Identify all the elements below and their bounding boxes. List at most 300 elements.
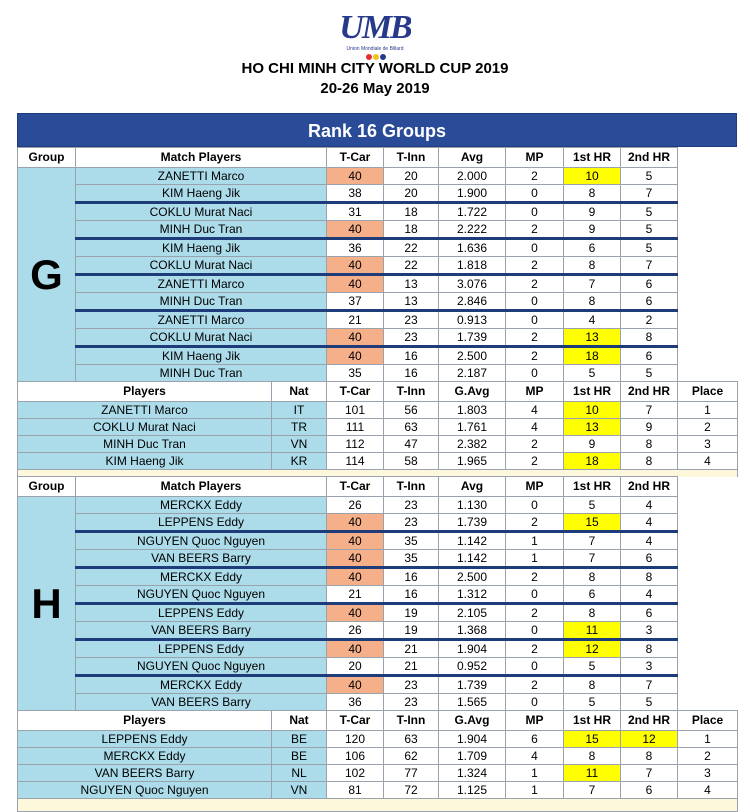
avg-cell: 1.636	[439, 239, 506, 257]
hr1-cell: 5	[564, 658, 621, 676]
match-player: MERCKX Eddy	[76, 676, 327, 694]
hr1-cell: 6	[564, 239, 621, 257]
mp-cell: 2	[506, 347, 564, 365]
col-mp: MP	[506, 382, 564, 402]
gavg-cell: 1.904	[439, 731, 506, 748]
gavg-cell: 1.125	[439, 782, 506, 799]
hr2-cell: 8	[621, 436, 678, 453]
col-group: Group	[18, 477, 76, 497]
standings-player: VAN BEERS Barry	[18, 765, 272, 782]
hr1-cell: 18	[564, 453, 621, 470]
nat-cell: VN	[272, 782, 327, 799]
col-players: Players	[18, 711, 272, 731]
avg-cell: 0.952	[439, 658, 506, 676]
match-row	[18, 257, 738, 275]
mp-cell: 2	[506, 436, 564, 453]
nat-cell: BE	[272, 731, 327, 748]
hr1-cell: 8	[564, 676, 621, 694]
tcar-cell: 40	[327, 257, 384, 275]
tinn-cell: 62	[384, 748, 439, 765]
hr2-cell: 6	[621, 604, 678, 622]
tcar-cell: 21	[327, 311, 384, 329]
hr1-cell: 8	[564, 185, 621, 203]
gavg-cell: 1.761	[439, 419, 506, 436]
match-player: COKLU Murat Naci	[76, 257, 327, 275]
col-hr2: 2nd HR	[621, 711, 678, 731]
hr1-cell: 5	[564, 694, 621, 711]
tinn-cell: 19	[384, 604, 439, 622]
tcar-cell: 40	[327, 275, 384, 293]
match-player: VAN BEERS Barry	[76, 622, 327, 640]
hr2-cell: 9	[621, 419, 678, 436]
tinn-cell: 13	[384, 293, 439, 311]
hr1-cell: 9	[564, 436, 621, 453]
standings-row	[18, 731, 738, 748]
mp-cell: 0	[506, 694, 564, 711]
svg-text:Union Mondiale de Billard: Union Mondiale de Billard	[346, 46, 404, 52]
hr2-cell: 8	[621, 453, 678, 470]
hr1-cell: 9	[564, 221, 621, 239]
standings-header-row	[18, 382, 738, 402]
tcar-cell: 26	[327, 622, 384, 640]
match-row	[18, 311, 738, 329]
avg-cell: 2.000	[439, 168, 506, 185]
standings-row	[18, 436, 738, 453]
avg-cell: 1.142	[439, 550, 506, 568]
mp-cell: 1	[506, 765, 564, 782]
tcar-cell: 40	[327, 532, 384, 550]
tcar-cell: 40	[327, 168, 384, 185]
tinn-cell: 22	[384, 239, 439, 257]
tcar-cell: 102	[327, 765, 384, 782]
tcar-cell: 37	[327, 293, 384, 311]
gavg-cell: 2.382	[439, 436, 506, 453]
mp-cell: 6	[506, 731, 564, 748]
match-row	[18, 658, 738, 676]
hr1-cell: 5	[564, 365, 621, 382]
gavg-cell: 1.965	[439, 453, 506, 470]
hr2-cell: 8	[621, 568, 678, 586]
mp-cell: 1	[506, 532, 564, 550]
tinn-cell: 56	[384, 402, 439, 419]
page-header	[0, 0, 750, 110]
col-match-players: Match Players	[76, 148, 327, 168]
match-player: VAN BEERS Barry	[76, 694, 327, 711]
match-row	[18, 203, 738, 221]
mp-cell: 2	[506, 453, 564, 470]
hr1-cell: 18	[564, 347, 621, 365]
tinn-cell: 72	[384, 782, 439, 799]
avg-cell: 2.846	[439, 293, 506, 311]
hr2-cell: 8	[621, 329, 678, 347]
col-hr1: 1st HR	[564, 711, 621, 731]
standings-player: MERCKX Eddy	[18, 748, 272, 765]
hr2-cell: 5	[621, 221, 678, 239]
hr2-cell: 6	[621, 550, 678, 568]
tinn-cell: 35	[384, 532, 439, 550]
hr2-cell: 7	[621, 257, 678, 275]
hr2-cell: 6	[621, 347, 678, 365]
mp-cell: 2	[506, 568, 564, 586]
gavg-cell: 1.803	[439, 402, 506, 419]
col-tinn: T-Inn	[384, 148, 439, 168]
col-hr2: 2nd HR	[621, 382, 678, 402]
hr2-cell: 5	[621, 694, 678, 711]
match-row	[18, 622, 738, 640]
section-banner: Rank 16 Groups	[17, 113, 737, 147]
col-gavg: G.Avg	[439, 382, 506, 402]
tinn-cell: 35	[384, 550, 439, 568]
avg-cell: 1.818	[439, 257, 506, 275]
col-hr1: 1st HR	[564, 382, 621, 402]
match-player: NGUYEN Quoc Nguyen	[76, 532, 327, 550]
group-letter: G	[18, 168, 76, 382]
group-g-table	[17, 147, 738, 483]
avg-cell: 1.739	[439, 676, 506, 694]
tinn-cell: 13	[384, 275, 439, 293]
mp-cell: 0	[506, 239, 564, 257]
tcar-cell: 101	[327, 402, 384, 419]
hr1-cell: 8	[564, 568, 621, 586]
col-hr2: 2nd HR	[621, 477, 678, 497]
hr1-cell: 11	[564, 765, 621, 782]
tinn-cell: 63	[384, 419, 439, 436]
avg-cell: 2.222	[439, 221, 506, 239]
match-row	[18, 694, 738, 711]
tcar-cell: 36	[327, 239, 384, 257]
standings-row	[18, 453, 738, 470]
col-hr2: 2nd HR	[621, 148, 678, 168]
hr1-cell: 10	[564, 402, 621, 419]
tinn-cell: 21	[384, 640, 439, 658]
tinn-cell: 23	[384, 676, 439, 694]
match-player: MERCKX Eddy	[76, 497, 327, 514]
hr2-cell: 7	[621, 676, 678, 694]
tinn-cell: 21	[384, 658, 439, 676]
hr1-cell: 5	[564, 497, 621, 514]
tinn-cell: 19	[384, 622, 439, 640]
col-group: Group	[18, 148, 76, 168]
hr2-cell: 4	[621, 586, 678, 604]
hr2-cell: 8	[621, 640, 678, 658]
hr2-cell: 7	[621, 402, 678, 419]
col-avg: Avg	[439, 477, 506, 497]
hr2-cell: 7	[621, 765, 678, 782]
mp-cell: 2	[506, 514, 564, 532]
tinn-cell: 16	[384, 365, 439, 382]
match-player: MINH Duc Tran	[76, 293, 327, 311]
col-tcar: T-Car	[327, 711, 384, 731]
standings-row	[18, 419, 738, 436]
tcar-cell: 112	[327, 436, 384, 453]
tcar-cell: 38	[327, 185, 384, 203]
tinn-cell: 18	[384, 221, 439, 239]
avg-cell: 3.076	[439, 275, 506, 293]
col-hr1: 1st HR	[564, 477, 621, 497]
avg-cell: 2.500	[439, 568, 506, 586]
hr2-cell: 3	[621, 622, 678, 640]
tinn-cell: 23	[384, 497, 439, 514]
tinn-cell: 23	[384, 514, 439, 532]
tinn-cell: 16	[384, 586, 439, 604]
mp-cell: 0	[506, 365, 564, 382]
tcar-cell: 40	[327, 347, 384, 365]
avg-cell: 1.312	[439, 586, 506, 604]
tcar-cell: 21	[327, 586, 384, 604]
col-tcar: T-Car	[327, 382, 384, 402]
match-row	[18, 185, 738, 203]
tinn-cell: 23	[384, 311, 439, 329]
mp-cell: 4	[506, 402, 564, 419]
hr1-cell: 10	[564, 168, 621, 185]
match-player: LEPPENS Eddy	[76, 604, 327, 622]
group-letter: H	[18, 497, 76, 711]
tinn-cell: 16	[384, 347, 439, 365]
spacer-cell	[18, 799, 738, 812]
hr2-cell: 6	[621, 275, 678, 293]
tcar-cell: 111	[327, 419, 384, 436]
match-player: LEPPENS Eddy	[76, 640, 327, 658]
tinn-cell: 20	[384, 185, 439, 203]
col-match-players: Match Players	[76, 477, 327, 497]
mp-cell: 0	[506, 658, 564, 676]
hr2-cell: 5	[621, 203, 678, 221]
col-place: Place	[678, 382, 738, 402]
match-row	[18, 239, 738, 257]
col-nat: Nat	[272, 382, 327, 402]
mp-cell: 4	[506, 419, 564, 436]
tinn-cell: 16	[384, 568, 439, 586]
avg-cell: 1.739	[439, 329, 506, 347]
match-row	[18, 347, 738, 365]
hr1-cell: 12	[564, 640, 621, 658]
mp-cell: 0	[506, 203, 564, 221]
mp-cell: 0	[506, 497, 564, 514]
tcar-cell: 35	[327, 365, 384, 382]
standings-player: NGUYEN Quoc Nguyen	[18, 782, 272, 799]
match-row	[18, 604, 738, 622]
col-place: Place	[678, 711, 738, 731]
tcar-cell: 40	[327, 221, 384, 239]
hr1-cell: 13	[564, 419, 621, 436]
match-player: MERCKX Eddy	[76, 568, 327, 586]
tcar-cell: 40	[327, 514, 384, 532]
match-row	[18, 221, 738, 239]
tinn-cell: 58	[384, 453, 439, 470]
col-tinn: T-Inn	[384, 711, 439, 731]
hr2-cell: 12	[621, 731, 678, 748]
avg-cell: 1.565	[439, 694, 506, 711]
hr2-cell: 5	[621, 365, 678, 382]
hr2-cell: 4	[621, 532, 678, 550]
col-hr1: 1st HR	[564, 148, 621, 168]
match-player: KIM Haeng Jik	[76, 185, 327, 203]
match-player: COKLU Murat Naci	[76, 329, 327, 347]
mp-cell: 2	[506, 257, 564, 275]
umb-logo	[339, 6, 411, 62]
standings-player: LEPPENS Eddy	[18, 731, 272, 748]
mp-cell: 2	[506, 221, 564, 239]
hr1-cell: 7	[564, 782, 621, 799]
col-mp: MP	[506, 711, 564, 731]
mp-cell: 0	[506, 586, 564, 604]
tcar-cell: 106	[327, 748, 384, 765]
standings-header-row	[18, 711, 738, 731]
tcar-cell: 40	[327, 550, 384, 568]
match-row	[18, 329, 738, 347]
col-gavg: G.Avg	[439, 711, 506, 731]
tcar-cell: 40	[327, 329, 384, 347]
match-row	[18, 293, 738, 311]
tcar-cell: 26	[327, 497, 384, 514]
tcar-cell: 81	[327, 782, 384, 799]
match-player: ZANETTI Marco	[76, 168, 327, 185]
place-cell: 3	[678, 436, 738, 453]
col-avg: Avg	[439, 148, 506, 168]
match-player: VAN BEERS Barry	[76, 550, 327, 568]
hr2-cell: 5	[621, 168, 678, 185]
match-row	[18, 168, 738, 185]
nat-cell: TR	[272, 419, 327, 436]
match-row	[18, 275, 738, 293]
avg-cell: 2.187	[439, 365, 506, 382]
hr2-cell: 4	[621, 514, 678, 532]
nat-cell: IT	[272, 402, 327, 419]
col-tinn: T-Inn	[384, 382, 439, 402]
hr1-cell: 4	[564, 311, 621, 329]
match-player: KIM Haeng Jik	[76, 347, 327, 365]
match-row	[18, 532, 738, 550]
hr2-cell: 8	[621, 748, 678, 765]
mp-cell: 0	[506, 185, 564, 203]
hr2-cell: 5	[621, 239, 678, 257]
tcar-cell: 20	[327, 658, 384, 676]
standings-player: ZANETTI Marco	[18, 402, 272, 419]
mp-cell: 2	[506, 604, 564, 622]
match-row	[18, 568, 738, 586]
mp-cell: 2	[506, 640, 564, 658]
tcar-cell: 36	[327, 694, 384, 711]
hr1-cell: 7	[564, 532, 621, 550]
tinn-cell: 22	[384, 257, 439, 275]
mp-cell: 1	[506, 782, 564, 799]
group-footer-spacer	[18, 799, 738, 812]
tinn-cell: 47	[384, 436, 439, 453]
hr2-cell: 2	[621, 311, 678, 329]
standings-row	[18, 782, 738, 799]
nat-cell: BE	[272, 748, 327, 765]
group-h-table	[17, 476, 738, 812]
avg-cell: 1.130	[439, 497, 506, 514]
tinn-cell: 20	[384, 168, 439, 185]
tcar-cell: 40	[327, 604, 384, 622]
match-row	[18, 676, 738, 694]
col-mp: MP	[506, 148, 564, 168]
hr2-cell: 6	[621, 293, 678, 311]
hr1-cell: 8	[564, 257, 621, 275]
match-row	[18, 497, 738, 514]
col-tcar: T-Car	[327, 477, 384, 497]
mp-cell: 2	[506, 168, 564, 185]
mp-cell: 2	[506, 329, 564, 347]
match-player: MINH Duc Tran	[76, 221, 327, 239]
hr1-cell: 8	[564, 604, 621, 622]
svg-text:UMB: UMB	[339, 9, 411, 46]
hr1-cell: 9	[564, 203, 621, 221]
mp-cell: 1	[506, 550, 564, 568]
standings-player: KIM Haeng Jik	[18, 453, 272, 470]
col-players: Players	[18, 382, 272, 402]
match-row	[18, 514, 738, 532]
tinn-cell: 63	[384, 731, 439, 748]
mp-cell: 2	[506, 676, 564, 694]
match-player: ZANETTI Marco	[76, 311, 327, 329]
avg-cell: 0.913	[439, 311, 506, 329]
hr1-cell: 15	[564, 731, 621, 748]
place-cell: 1	[678, 402, 738, 419]
avg-cell: 1.368	[439, 622, 506, 640]
hr1-cell: 13	[564, 329, 621, 347]
mp-cell: 0	[506, 622, 564, 640]
hr1-cell: 15	[564, 514, 621, 532]
match-player: MINH Duc Tran	[76, 365, 327, 382]
mp-cell: 4	[506, 748, 564, 765]
match-player: NGUYEN Quoc Nguyen	[76, 658, 327, 676]
tcar-cell: 40	[327, 640, 384, 658]
tinn-cell: 18	[384, 203, 439, 221]
col-nat: Nat	[272, 711, 327, 731]
standings-row	[18, 402, 738, 419]
avg-cell: 1.904	[439, 640, 506, 658]
col-tinn: T-Inn	[384, 477, 439, 497]
tcar-cell: 31	[327, 203, 384, 221]
avg-cell: 1.142	[439, 532, 506, 550]
match-player: KIM Haeng Jik	[76, 239, 327, 257]
place-cell: 4	[678, 453, 738, 470]
avg-cell: 1.739	[439, 514, 506, 532]
tcar-cell: 40	[327, 568, 384, 586]
match-row	[18, 550, 738, 568]
hr1-cell: 7	[564, 275, 621, 293]
hr2-cell: 6	[621, 782, 678, 799]
hr1-cell: 6	[564, 586, 621, 604]
match-row	[18, 586, 738, 604]
match-player: NGUYEN Quoc Nguyen	[76, 586, 327, 604]
nat-cell: NL	[272, 765, 327, 782]
tcar-cell: 120	[327, 731, 384, 748]
match-row	[18, 365, 738, 382]
mp-cell: 0	[506, 311, 564, 329]
hr2-cell: 7	[621, 185, 678, 203]
place-cell: 4	[678, 782, 738, 799]
place-cell: 3	[678, 765, 738, 782]
standings-player: COKLU Murat Naci	[18, 419, 272, 436]
col-mp: MP	[506, 477, 564, 497]
tcar-cell: 40	[327, 676, 384, 694]
hr1-cell: 11	[564, 622, 621, 640]
place-cell: 2	[678, 748, 738, 765]
nat-cell: KR	[272, 453, 327, 470]
avg-cell: 1.900	[439, 185, 506, 203]
nat-cell: VN	[272, 436, 327, 453]
match-player: ZANETTI Marco	[76, 275, 327, 293]
hr1-cell: 7	[564, 550, 621, 568]
event-title: HO CHI MINH CITY WORLD CUP 2019	[241, 60, 509, 77]
match-player: LEPPENS Eddy	[76, 514, 327, 532]
match-row	[18, 640, 738, 658]
col-tcar: T-Car	[327, 148, 384, 168]
standings-row	[18, 765, 738, 782]
